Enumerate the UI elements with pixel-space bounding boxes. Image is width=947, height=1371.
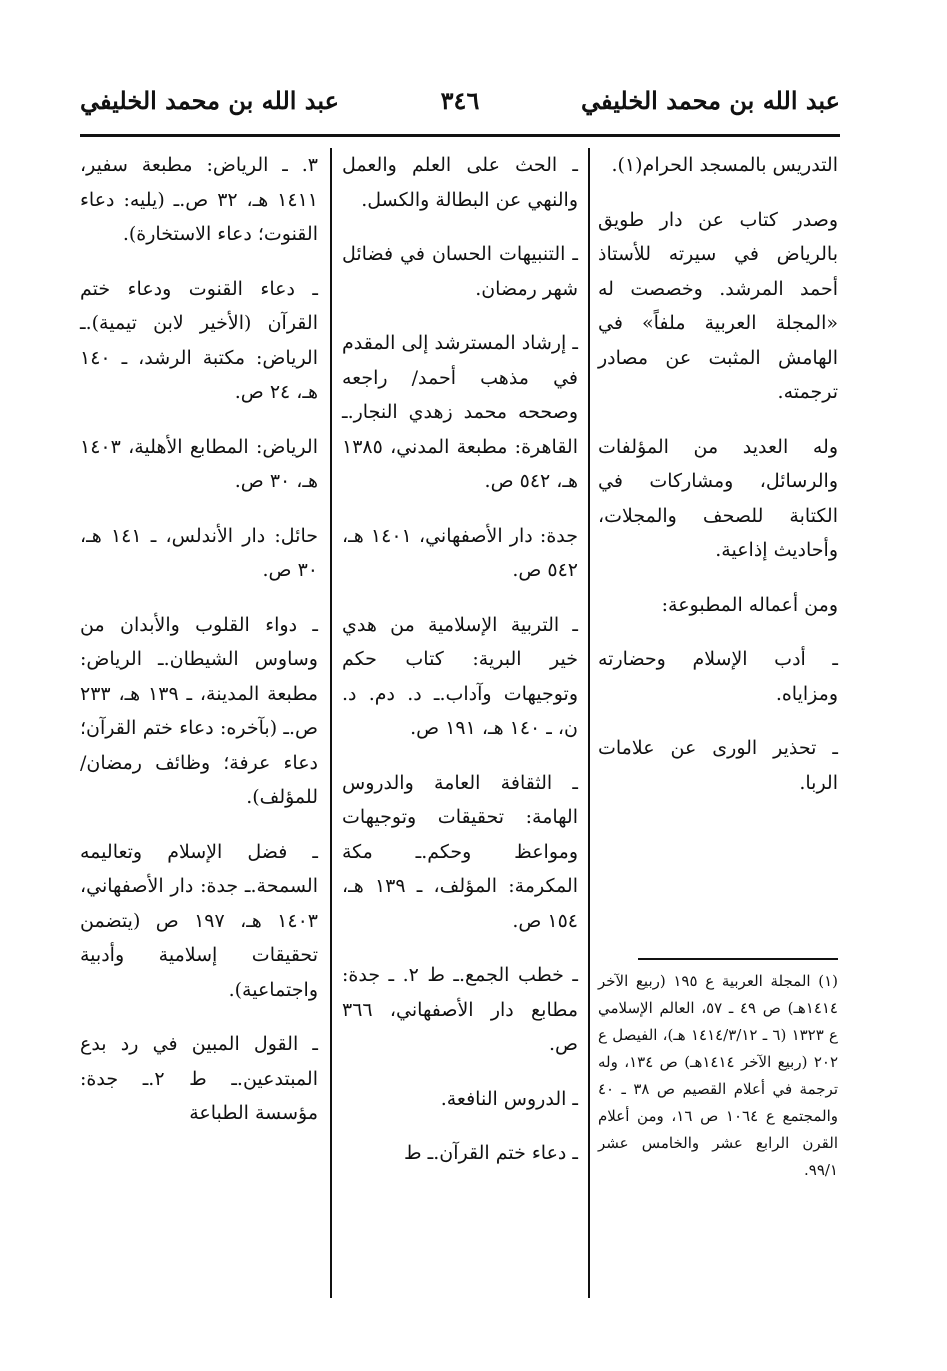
list-item: ٣. ـ الرياض: مطبعة سفير، ١٤١١ هـ، ٣٢ ص.ـ (يليه: دعاء القنوت؛ دعاء الاستخارة). xyxy=(80,154,318,245)
page-number: ٣٤٦ xyxy=(440,86,480,115)
list-item: ـ التربية الإسلامية من هدي خير البرية: كتاب حكم وتوجيهات وآداب.ـ د. دم. د. ن، ـ ١٤٠ هـ، ١٩١ ص. xyxy=(342,613,578,739)
list-item: ـ فضل الإسلام وتعاليمه السمحة.ـ جدة: دار الأصفهاني، ١٤٠٣ هـ، ١٩٧ ص (يتضمن تحقيقات إسلامية وأدبية واجتماعية). xyxy=(80,840,318,1001)
list-item: ـ تحذير الورى عن علامات الربا. xyxy=(598,737,838,794)
paragraph: التدريس بالمسجد الحرام(١). xyxy=(611,154,838,176)
list-item: ـ خطب الجمع.ـ ط ٢. ـ جدة: مطابع دار الأصفهاني، ٣٦٦ ص. xyxy=(342,964,578,1055)
list-item: ـ دعاء القنوت ودعاء ختم القرآن (الأخير لابن تيمية).ـ الرياض: مكتبة الرشد، ـ ١٤٠ هـ، ٢٤ ص. xyxy=(80,277,318,403)
paragraph: ومن أعماله المطبوعة: xyxy=(661,593,838,616)
header-rule xyxy=(80,134,840,137)
running-head-right: عبد الله بن محمد الخليفي xyxy=(581,86,840,115)
list-item: ـ التنبيهات الحسان في فضائل شهر رمضان. xyxy=(342,243,578,300)
list-item: ـ الحث على العلم والعمل والنهي عن البطالة والكسل. xyxy=(342,154,578,211)
paragraph: وله العديد من المؤلفات والرسائل، ومشاركات في الكتابة للصحف والمجلات، وأحاديث إذاعية. xyxy=(598,435,838,561)
list-item: ـ دعاء ختم القرآن.ـ ط xyxy=(404,1142,578,1164)
footnote-rule xyxy=(638,958,838,960)
list-item: ـ أدب الإسلام وحضارته ومزاياه. xyxy=(598,648,838,705)
list-item: حائل: دار الأندلس، ـ ١٤١ هـ، ٣٠ ص. xyxy=(80,524,318,581)
list-item: ـ القول المبين في رد بدع المبتدعين.ـ ط ٢.ـ جدة: مؤسسة الطباعة xyxy=(80,1033,318,1124)
list-item: ـ الدروس النافعة. xyxy=(440,1087,578,1110)
list-item: ـ الثقافة العامة والدروس الهامة: تحقيقات وتوجيهات ومواعظ وحكم.ـ مكة المكرمة: المؤلف، ـ ١٣٩ هـ، ١٥٤ ص. xyxy=(342,771,579,932)
running-head-left: عبد الله بن محمد الخليفي xyxy=(80,86,339,115)
column-divider xyxy=(588,148,590,1298)
list-item: الرياض: المطابع الأهلية، ١٤٠٣ هـ، ٣٠ ص. xyxy=(80,435,318,492)
right-column xyxy=(598,148,838,820)
list-item: جدة: دار الأصفهاني، ١٤٠١ هـ، ٥٤٢ ص. xyxy=(342,524,578,581)
footnote xyxy=(598,968,838,1184)
paragraph: وصدر كتاب عن دار طويق بالرياض في سيرته للأستاذ أحمد المرشد. وخصصت له «المجلة العربية ملفاً» في الهامش المثبت عن مصادر ترجمته. xyxy=(598,208,838,403)
list-item: ـ إرشاد المسترشد إلى المقدم في مذهب أحمد/ راجعه وصححه محمد زهدي النجار.ـ القاهرة: مطبعة المدني، ١٣٨٥ هـ، ٥٤٢ ص. xyxy=(342,332,578,492)
column-divider xyxy=(330,148,332,1298)
list-item: ـ دواء القلوب والأبدان من وساوس الشيطان.ـ الرياض: مطبعة المدينة، ـ ١٣٩ هـ، ٢٣٣ ص.ـ (بآخره: دعاء ختم القرآن؛ دعاء عرفة؛ وظائف رمضان/ للمؤلف). xyxy=(80,613,318,808)
page-header xyxy=(80,86,840,128)
center-column xyxy=(342,148,578,1191)
left-column xyxy=(80,148,318,1151)
footnote-text: (١) المجلة العربية ع ١٩٥ (ربيع الآخر ١٤١٤هـ) ص ٤٩ ـ ٥٧، العالم الإسلامي ع ١٣٢٣ (٦ ـ ١٤١٤/٣/١٢ هـ)، الفيصل ع ٢٠٢ (ربيع الآخر ١٤١٤هـ) ص ١٣٤، وله ترجمة في أعلام القصيم ص ٣٨ ـ ٤٠ والمجتمع ع ١٠٦٤ ص ١٦، ومن أعلام القرن الرابع عشر والخامس عشر ٩٩/١. xyxy=(598,972,839,1179)
